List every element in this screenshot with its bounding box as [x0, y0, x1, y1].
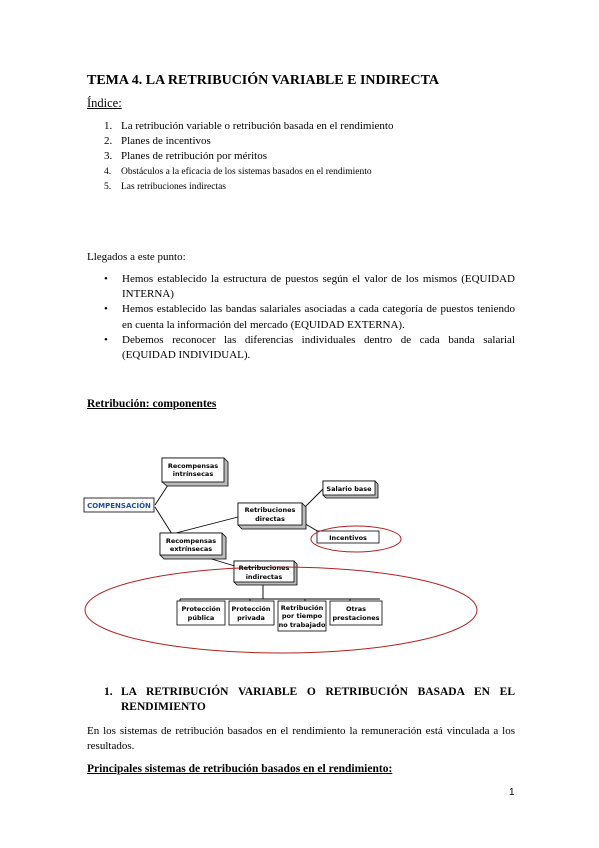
body-paragraph: En los sistemas de retribución basados en el rendimiento la remuneración está vinculada a los resultados.: [87, 725, 515, 752]
bullet-item: [104, 302, 515, 332]
svg-text:extrínsecas: extrínsecas: [169, 545, 213, 553]
svg-text:pública: pública: [187, 614, 215, 622]
node-otras-prestaciones: Otras: [345, 605, 367, 613]
svg-text:prestaciones: prestaciones: [332, 614, 380, 622]
svg-text:intrínsecas: intrínsecas: [172, 470, 214, 478]
toc-text: Las retribuciones indirectas: [121, 181, 226, 192]
toc-number: 1.: [104, 120, 113, 132]
intro-text: Llegados a este punto:: [87, 251, 186, 263]
svg-text:indirectas: indirectas: [245, 573, 283, 581]
toc-number: 3.: [104, 150, 113, 163]
document-title: TEMA 4. LA RETRIBUCIÓN VARIABLE E INDIRECTA: [87, 73, 440, 88]
node-retribuciones-indirectas: Retribuciones: [238, 564, 290, 572]
node-proteccion-privada: Protección: [231, 605, 271, 613]
toc-text: Planes de incentivos: [121, 135, 211, 148]
node-proteccion-publica: Protección: [181, 605, 221, 613]
bullet-text: Hemos establecido la estructura de puestos según el valor de los mismos (EQUIDAD INTERNA): [122, 273, 515, 301]
svg-text:no trabajado: no trabajado: [278, 621, 326, 629]
section-heading: Retribución: componentes: [87, 398, 217, 410]
toc-text: La retribución variable o retribución basada en el rendimiento: [121, 120, 394, 132]
node-retribuciones-directas: Retribuciones: [244, 506, 296, 514]
toc-item: [104, 165, 393, 180]
heading-text: [121, 685, 515, 715]
toc-number: 5.: [104, 181, 112, 192]
bullet-icon: •: [104, 273, 108, 285]
toc-number: 2.: [104, 135, 113, 148]
index-label: Índice:: [87, 96, 122, 110]
bullet-icon: •: [104, 303, 108, 316]
node-compensacion: COMPENSACIÓN: [87, 502, 151, 510]
node-recompensas-extrinsecas: Recompensas: [165, 537, 217, 545]
toc-number: 4.: [104, 166, 112, 177]
section-heading-1: [104, 685, 515, 715]
subheading: Principales sistemas de retribución basados en el rendimiento:: [87, 763, 393, 775]
toc-item: [104, 134, 393, 149]
page-number: 1: [509, 787, 515, 798]
node-recompensas-intrinsecas: Recompensas: [167, 462, 219, 470]
toc-item: [104, 119, 393, 134]
heading-number: 1.: [104, 686, 113, 698]
bullet-item: [104, 272, 515, 302]
bullet-list: [104, 272, 515, 363]
bullet-text: Debemos reconocer las diferencias individuales dentro de cada banda salarial (EQUIDAD INDIVIDUAL).: [122, 333, 515, 362]
bullet-text: Hemos establecido las bandas salariales asociadas a cada categoría de puestos teniendo en cuenta la información del mercado (EQUIDAD EXTERNA).: [122, 303, 515, 331]
toc-item: [104, 149, 393, 164]
bullet-item: [104, 333, 515, 363]
node-salario-base: Salario base: [326, 485, 372, 493]
node-retribucion-tiempo: Retribución: [280, 604, 324, 612]
compensation-diagram: [80, 452, 500, 662]
svg-text:privada: privada: [237, 614, 265, 622]
toc-text: Planes de retribución por méritos: [121, 150, 268, 163]
svg-text:por tiempo: por tiempo: [281, 612, 323, 620]
bullet-icon: •: [104, 333, 108, 346]
node-incentivos: Incentivos: [329, 534, 367, 542]
table-of-contents: [104, 119, 393, 195]
heading-line1: LA RETRIBUCIÓN VARIABLE O RETRIBUCIÓN BASADA EN EL: [121, 686, 515, 698]
toc-item: [104, 180, 393, 195]
heading-line2: RENDIMIENTO: [121, 701, 206, 713]
toc-text: Obstáculos a la eficacia de los sistemas basados en el rendimiento: [121, 166, 372, 177]
svg-text:directas: directas: [255, 515, 285, 523]
